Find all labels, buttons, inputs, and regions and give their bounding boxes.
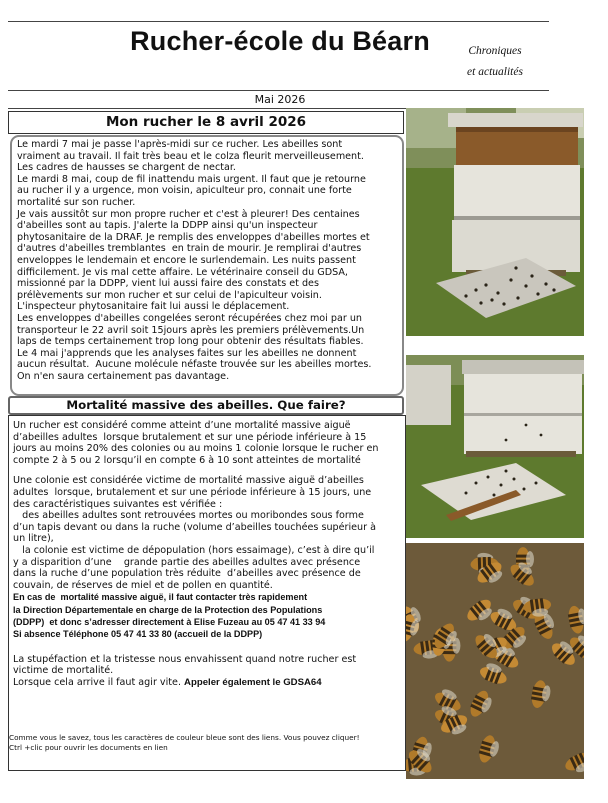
beehive-with-dead-bees-icon bbox=[406, 108, 584, 336]
article1-line: au rucher il y a urgence, mon voisin, apiculteur pro, connait une forte bbox=[17, 185, 352, 197]
photo-board-dead-bees bbox=[406, 355, 584, 538]
article2-line: adultes lorsque, brutalement et sur une période inférieure à 15 jours, une bbox=[13, 486, 372, 498]
article1-line: On n'en saura certainement pas davantage. bbox=[17, 370, 230, 382]
article2-line: Une colonie est considérée victime de mortalité massive aiguë d’abeilles bbox=[13, 475, 364, 487]
article1-line: L'inspecteur phytosanitaire fait lui aussi le déplacement. bbox=[17, 301, 290, 313]
article1-line: enveloppes le lendemain et encore le surlendemain. Les nuits passent bbox=[17, 254, 356, 266]
article2-line: des abeilles adultes sont retrouvées mortes ou moribondes sous forme bbox=[13, 510, 364, 522]
bees-closeup-icon bbox=[406, 543, 584, 779]
page-title: Rucher-école du Béarn bbox=[130, 26, 430, 56]
article2-para3-bold: Appeler également le GDSA64 bbox=[184, 676, 322, 688]
dead-bees-on-board-icon bbox=[406, 355, 584, 538]
article2-heading: Mortalité massive des abeilles. Que faire? bbox=[66, 398, 346, 412]
article1-line: aucun résultat. Aucune molécule néfaste trouvée sur les abeilles mortes. bbox=[17, 359, 372, 371]
article2-line: dans la ruche d’une population très réduite d’abeilles avec présence de bbox=[13, 568, 361, 580]
article1-line: vraiment au travail. Il fait très beau et le colza fleurit merveilleusement. bbox=[17, 150, 364, 162]
article1-line: Le mardi 8 mai, coup de fil inattendu mais urgent. Il faut que je retourne bbox=[17, 173, 366, 185]
article2-line: d’abeilles adultes lorsque brutalement et sur une période inférieure à 15 bbox=[13, 431, 367, 443]
contact-line: (DDPP) et donc s’adresser directement à Elise Fuzeau au 05 47 41 33 94 bbox=[13, 616, 326, 627]
article2-para1 bbox=[13, 420, 405, 466]
issue-date: Mai 2026 bbox=[254, 93, 306, 106]
article2-line: y a disparition d’une grande partie des abeilles adultes avec présence bbox=[13, 556, 361, 568]
article1-line: Les enveloppes d'abeilles congelées seront récupérées chez moi par un bbox=[17, 312, 362, 324]
article2-para3-line: La stupéfaction et la tristesse nous envahissent quand notre rucher est bbox=[13, 653, 357, 665]
article2-para3 bbox=[13, 654, 405, 689]
article1-line: transporteur le 22 avril soit 15jours après les premiers prélèvements.Un bbox=[17, 324, 365, 336]
article2-para3-normal: Lorsque cela arrive il faut agir vite. bbox=[13, 676, 185, 688]
article1-line: prélèvements sur mon rucher et sur celui de l'apiculteur voisin. bbox=[17, 289, 322, 301]
article2-line: un litre), bbox=[13, 533, 54, 545]
article2-line: couvain, de réserves de miel et de pollen en quantité. bbox=[13, 579, 273, 591]
top-rule bbox=[8, 21, 549, 22]
article2-para3-line: victime de mortalité. bbox=[13, 665, 114, 677]
article1-line: phytosanitaire de la DRAF. Je remplis des enveloppes d'abeilles mortes et bbox=[17, 231, 370, 243]
article1-line: mortalité sur son rucher. bbox=[17, 196, 136, 208]
article2-line: compte 2 à 5 ou 2 lorsqu’il en compte 6 à 10 sont atteintes de mortalité bbox=[13, 454, 361, 466]
photo-hive-dead-bees bbox=[406, 108, 584, 336]
subtitle-chroniques: Chroniques bbox=[468, 45, 522, 57]
article1-line: d'abeilles sont au tapis. J'alerte la DDPP ainsi qu'un inspecteur bbox=[17, 220, 318, 232]
article1-heading: Mon rucher le 8 avril 2026 bbox=[105, 114, 307, 130]
photo-bees-closeup bbox=[406, 543, 584, 779]
footnote bbox=[9, 733, 404, 752]
article1-body bbox=[17, 139, 401, 382]
article2-body bbox=[13, 420, 405, 688]
footnote-line: Comme vous le savez, tous les caractères de couleur bleue sont des liens. Vous pouvez cliquer! bbox=[9, 733, 360, 742]
contact-line: En cas de mortalité massive aiguë, il faut contacter très rapidement bbox=[13, 592, 308, 603]
article2-line: des caractéristiques suivantes est vérifiée : bbox=[13, 498, 223, 510]
subtitle-actualites: et actualités bbox=[467, 66, 523, 78]
article1-line: difficilement. Je vis mal cette affaire. Le vétérinaire conseil du GDSA, bbox=[17, 266, 348, 278]
article2-line: d’un tapis devant ou dans la ruche (volume d’abeilles touchées supérieur à bbox=[13, 521, 377, 533]
article1-line: Les cadres de hausses se chargent de nectar. bbox=[17, 162, 236, 174]
article1-line: Le mardi 7 mai je passe l'après-midi sur ce rucher. Les abeilles sont bbox=[17, 139, 343, 150]
contact-line: Si absence Téléphone 05 47 41 33 80 (accueil de la DDPP) bbox=[13, 629, 263, 640]
contact-line: la Direction Départementale en charge de la Protection des Populations bbox=[13, 604, 323, 615]
article1-line: laps de temps certainement trop long pour obtenir des résultats fiables. bbox=[17, 336, 364, 348]
article2-para2 bbox=[13, 475, 405, 591]
article1-line: d'autres d'abeilles tremblantes en train de mourir. Je remplirai d'autres bbox=[17, 243, 362, 255]
article2-line: Un rucher est considéré comme atteint d’une mortalité massive aiguë bbox=[13, 420, 351, 431]
article1-line: Je vais aussitôt sur mon propre rucher et c'est à pleurer! Des centaines bbox=[17, 208, 360, 220]
article1-line: Le 4 mai j'apprends que les analyses faites sur les abeilles ne donnent bbox=[17, 347, 357, 359]
article2-para3-line bbox=[13, 677, 405, 689]
article2-line: la colonie est victime de dépopulation (hors essaimage), c’est à dire qu’il bbox=[13, 544, 375, 556]
header-rule-top bbox=[8, 90, 549, 91]
article1-line: missionné par la DDPP, vient lui aussi faire des constats et des bbox=[17, 278, 319, 290]
footnote-line: Ctrl +clic pour ouvrir les documents en lien bbox=[9, 742, 168, 752]
article2-line: jours au moins 20% des colonies ou au moins 1 colonie lorsque le rucher en bbox=[13, 443, 379, 455]
article2-contact-block bbox=[13, 591, 405, 640]
